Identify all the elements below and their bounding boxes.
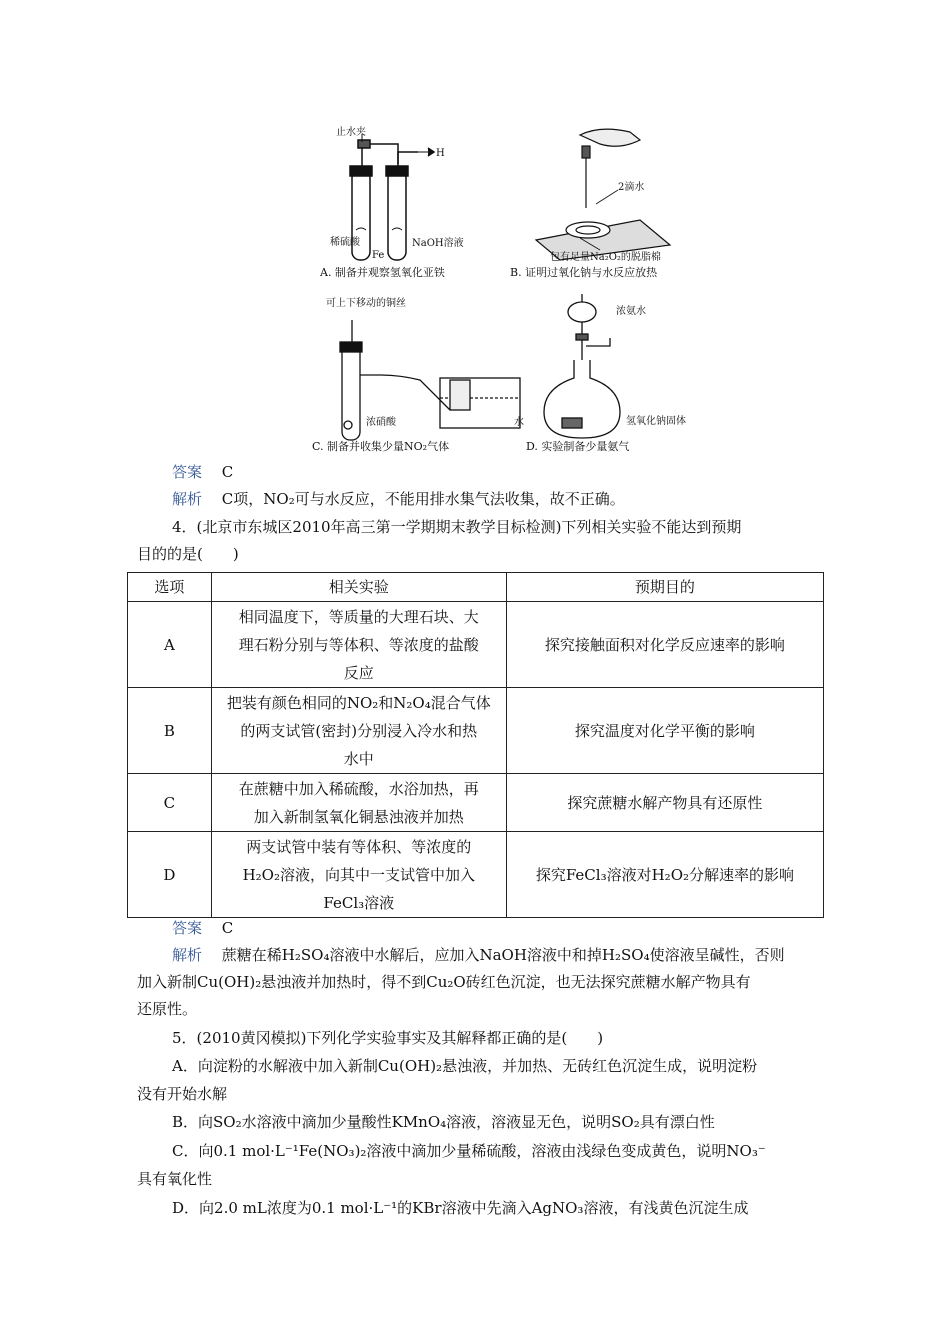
- label-two-drops: 2滴水: [618, 182, 645, 193]
- q3-answer: [172, 462, 233, 482]
- table-row: [128, 602, 824, 688]
- row-experiment: [211, 832, 506, 918]
- table-row: [128, 774, 824, 832]
- experiment-line: 的两支试管(密封)分别浸入冷水和热: [240, 721, 478, 740]
- row-purpose: 探究蔗糖水解产物具有还原性: [506, 774, 823, 832]
- q3-analysis-text: C项，NO₂可与水反应，不能用排水集气法收集，故不正确。: [221, 490, 625, 508]
- label-dilute-sulfuric: 稀硫酸: [330, 237, 360, 248]
- experiment-line: FeCl₃溶液: [323, 893, 395, 912]
- caption-c: C. 制备并收集少量NO₂气体: [312, 440, 450, 453]
- q4-analysis-label: 解析: [172, 946, 203, 964]
- row-purpose: 探究接触面积对化学反应速率的影响: [506, 602, 823, 688]
- label-conc-nitric: 浓硝酸: [366, 417, 396, 428]
- q4-stem-line1: 4．(北京市东城区2010年高三第一学期期末教学目标检测)下列相关实验不能达到预期: [172, 518, 742, 536]
- q4-analysis-line1: [172, 945, 785, 965]
- table-row: [128, 688, 824, 774]
- experiment-line: H₂O₂溶液，向其中一支试管中加入: [242, 865, 475, 884]
- q4-answer: [172, 918, 233, 938]
- header-purpose: 预期目的: [506, 573, 823, 602]
- q4-analysis-line2: 加入新制Cu(OH)₂悬浊液并加热时，得不到Cu₂O砖红色沉淀，也无法探究蔗糖水解产物具有: [137, 973, 751, 991]
- caption-b: B. 证明过氧化钠与水反应放热: [510, 266, 658, 279]
- q5-option-c-line2: 具有氧化性: [137, 1170, 213, 1188]
- row-experiment: [211, 688, 506, 774]
- q5-option-a-line2: 没有开始水解: [137, 1085, 228, 1103]
- q3-analysis: [172, 489, 625, 509]
- label-cotton: 包有足量Na₂O₂的脱脂棉: [550, 252, 661, 263]
- row-option: B: [128, 688, 212, 774]
- row-option: A: [128, 602, 212, 688]
- row-experiment: [211, 774, 506, 832]
- q5-option-d-line1: D．向2.0 mL浓度为0.1 mol·L⁻¹的KBr溶液中先滴入AgNO₃溶液，有浅黄色沉淀生成: [172, 1199, 749, 1217]
- label-naoh: NaOH溶液: [412, 238, 464, 249]
- label-h2: H: [436, 148, 445, 159]
- q4-stem-line2: 目的的是( ): [137, 545, 239, 563]
- apparatus-b: [536, 129, 670, 260]
- q4-analysis-text: 蔗糖在稀H₂SO₄溶液中水解后，应加入NaOH溶液中和掉H₂SO₄使溶液呈碱性，否则: [221, 946, 785, 964]
- experiment-line: 理石粉分别与等体积、等浓度的盐酸: [238, 635, 479, 654]
- row-purpose: 探究温度对化学平衡的影响: [506, 688, 823, 774]
- q4-answer-label: 答案: [172, 919, 203, 937]
- experiment-table: [127, 572, 824, 918]
- apparatus-d: [544, 294, 620, 438]
- label-conc-ammonia: 浓氨水: [616, 306, 646, 317]
- q5-option-c-line1: C．向0.1 mol·L⁻¹Fe(NO₃)₂溶液中滴加少量稀硫酸，溶液由浅绿色变成黄色，说明NO₃⁻: [172, 1142, 766, 1160]
- header-experiment: 相关实验: [211, 573, 506, 602]
- q4-analysis-line3: 还原性。: [137, 1000, 198, 1018]
- label-naoh-solid: 氢氧化钠固体: [626, 416, 686, 427]
- experiment-line: 相同温度下，等质量的大理石块、大: [238, 607, 479, 626]
- label-fe: Fe: [372, 250, 385, 261]
- experiment-line: 两支试管中装有等体积、等浓度的: [246, 837, 472, 856]
- row-option: D: [128, 832, 212, 918]
- experiment-line: 水中: [343, 749, 374, 768]
- caption-a: A. 制备并观察氢氧化亚铁: [320, 266, 445, 279]
- row-option: C: [128, 774, 212, 832]
- apparatus-figure: [300, 120, 720, 465]
- header-option: 选项: [128, 573, 212, 602]
- experiment-line: 把装有颜色相同的NO₂和N₂O₄混合气体: [226, 693, 491, 712]
- experiment-line: 反应: [343, 663, 374, 682]
- q5-option-a-line1: A．向淀粉的水解液中加入新制Cu(OH)₂悬浊液，并加热、无砖红色沉淀生成，说明淀粉: [172, 1057, 758, 1075]
- row-experiment: [211, 602, 506, 688]
- label-clamp: 止水夹: [336, 127, 366, 138]
- q5-stem: 5．(2010黄冈模拟)下列化学实验事实及其解释都正确的是( ): [172, 1029, 604, 1047]
- q4-answer-value: C: [221, 919, 234, 937]
- row-purpose: 探究FeCl₃溶液对H₂O₂分解速率的影响: [506, 832, 823, 918]
- experiment-line: 加入新制氢氧化铜悬浊液并加热: [253, 807, 464, 826]
- experiment-line: 在蔗糖中加入稀硫酸，水浴加热，再: [238, 779, 479, 798]
- q3-answer-value: C: [221, 463, 234, 481]
- caption-d: D. 实验制备少量氨气: [526, 440, 630, 453]
- label-copper-wire: 可上下移动的铜丝: [326, 298, 406, 309]
- label-water: 水: [514, 417, 524, 428]
- table-row: [128, 832, 824, 918]
- table-header-row: [128, 573, 824, 602]
- q3-analysis-label: 解析: [172, 490, 203, 508]
- q5-option-b: B．向SO₂水溶液中滴加少量酸性KMnO₄溶液，溶液显无色，说明SO₂具有漂白性: [172, 1113, 715, 1131]
- apparatus-drawing: [300, 120, 720, 465]
- q3-answer-label: 答案: [172, 463, 203, 481]
